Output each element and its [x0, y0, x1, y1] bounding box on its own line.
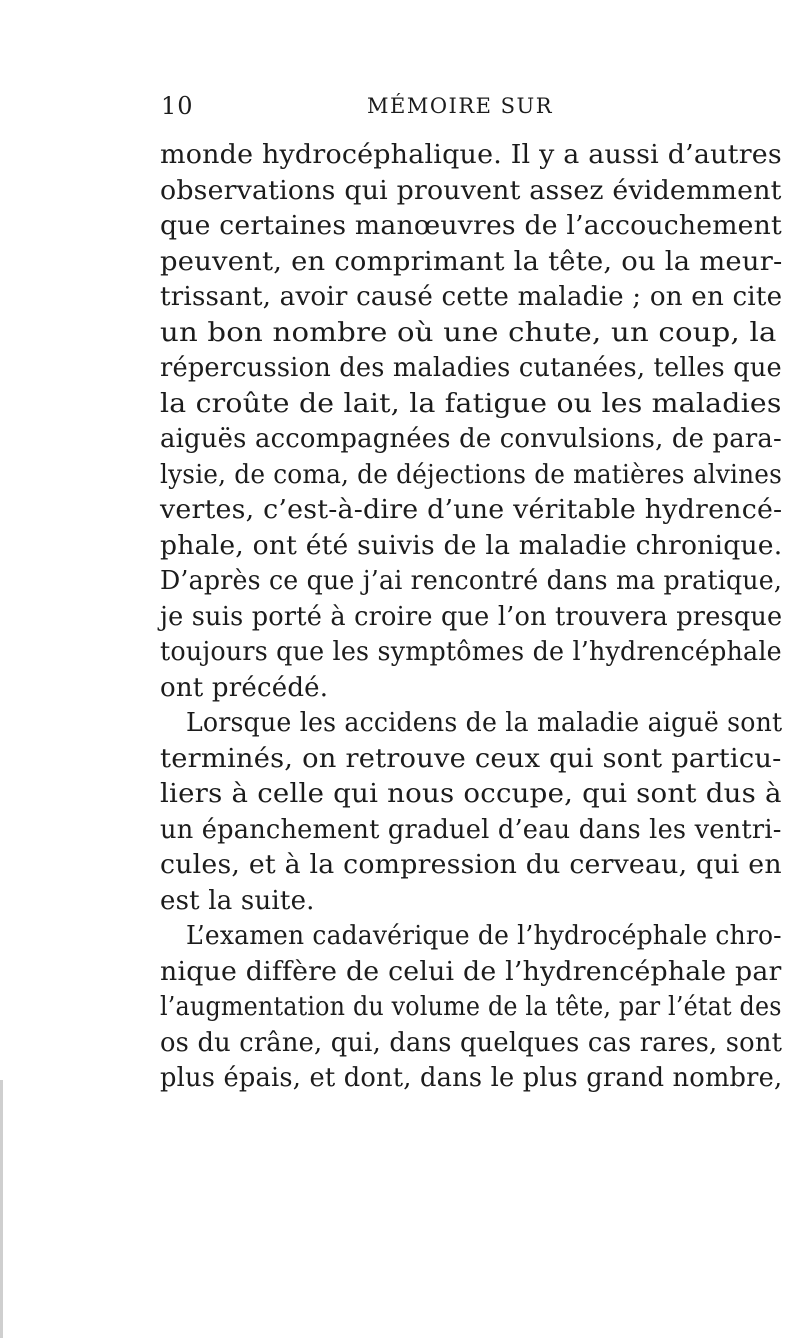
text-line: est la suite. [160, 885, 315, 916]
text-line: vertes, c’est-à-dire d’une véritable hydrencé- [160, 495, 783, 525]
text-line: la croûte de lait, la fatigue ou les maladies [160, 388, 782, 419]
text-line: phale, ont été suivis de la maladie chronique. [160, 530, 783, 561]
text-line: je suis porté à croire que l’on trouvera presque [160, 601, 783, 632]
page-fold-shadow [0, 1080, 3, 1338]
text-line: D’après ce que j’ai rencontré dans ma pratique, [160, 566, 783, 596]
running-title: MÉMOIRE SUR [367, 94, 554, 118]
text-line: plus épais, et dont, dans le plus grand nombre, [160, 1063, 783, 1093]
text-line: ont précédé. [160, 672, 329, 703]
paragraph-start: Lorsque les accidens de la maladie aiguë sont [186, 708, 783, 738]
text-line: que certaines manœuvres de l’accouchement [160, 211, 782, 241]
text-line: peuvent, en comprimant la tête, ou la meur- [160, 246, 783, 277]
page-number: 10 [161, 92, 194, 120]
text-line: monde hydrocéphalique. Il y a aussi d’autres [160, 140, 782, 170]
text-line: un bon nombre où une chute, un coup, la [160, 317, 777, 348]
text-line: lysie, de coma, de déjections de matières alvines [160, 459, 782, 490]
text-line: os du crâne, qui, dans quelques cas rares, sont [160, 1027, 783, 1058]
text-line: nique diffère de celui de l’hydrencéphale par [160, 956, 782, 987]
page-header [161, 92, 681, 124]
text-line: un épanchement graduel d’eau dans les ventri- [160, 814, 782, 845]
text-line: l’augmentation du volume de la tête, par l’état des [160, 992, 782, 1022]
paragraph-start: L’examen cadavérique de l’hydrocéphale chro- [186, 921, 782, 951]
text-line: répercussion des maladies cutanées, telles que [160, 353, 782, 383]
text-line: terminés, on retrouve ceux qui sont particu- [160, 743, 782, 774]
text-line: trissant, avoir causé cette maladie ; on en cite [160, 282, 783, 312]
text-line: liers à celle qui nous occupe, qui sont dus à [160, 779, 782, 809]
text-line: observations qui prouvent assez évidemment [160, 175, 782, 206]
text-line: cules, et à la compression du cerveau, qui en [160, 850, 782, 880]
text-line: toujours que les symptômes de l’hydrencéphale [160, 637, 782, 667]
text-line: aiguës accompagnées de convulsions, de para- [160, 424, 782, 454]
